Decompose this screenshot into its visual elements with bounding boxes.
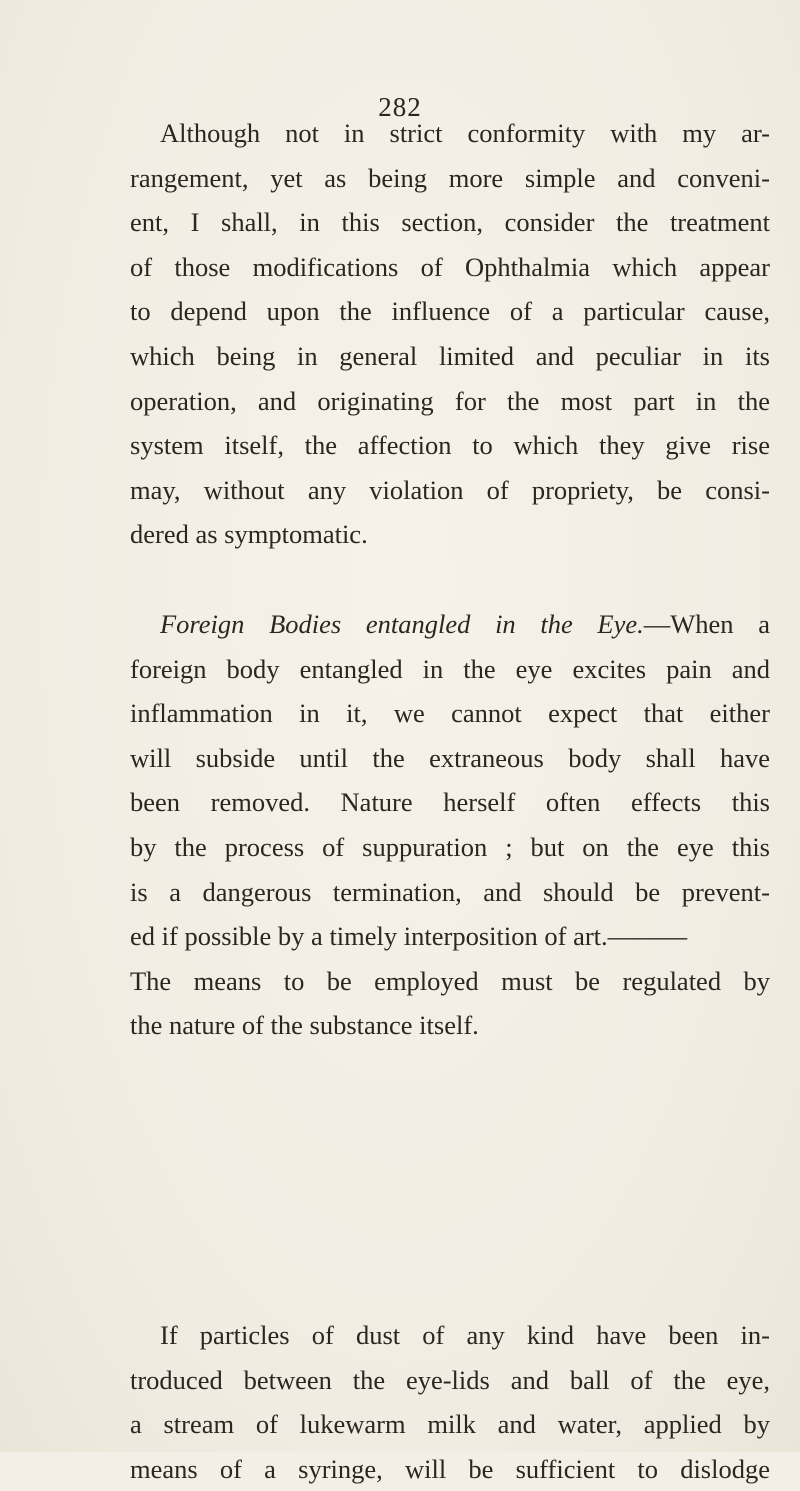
text-line: inflammation in it, we cannot expect that either (130, 698, 770, 729)
text-line: ed if possible by a timely interposition of art.——— (130, 921, 688, 952)
text-line: a stream of lukewarm milk and water, applied by (130, 1409, 770, 1440)
text-line: ent, I shall, in this section, consider the treatment (130, 207, 770, 238)
text-line: means of a syringe, will be sufficient to dislodge (130, 1453, 770, 1484)
text-line: If particles of dust of any kind have been in- (160, 1320, 770, 1350)
text-line: will subside until the extraneous body shall have (130, 742, 770, 773)
text-line: foreign body entangled in the eye excites pain and (130, 653, 770, 684)
text-line: rangement, yet as being more simple and conveni- (130, 162, 770, 193)
heading-continuation: —When a (643, 609, 770, 639)
text-line: dered as symptomatic. (130, 519, 368, 550)
text-line: system itself, the affection to which they give rise (130, 430, 770, 461)
text-line: which being in general limited and peculiar in its (130, 340, 770, 371)
text-line: troduced between the eye-lids and ball of the eye, (130, 1364, 770, 1395)
text-line: operation, and originating for the most part in the (130, 385, 770, 416)
text-line: the nature of the substance itself. (130, 1010, 479, 1041)
text-line: Although not in strict conformity with my ar- (160, 118, 770, 148)
page-number: 282 (378, 92, 422, 122)
text-line: is a dangerous termination, and should be prevent- (130, 876, 770, 907)
paragraph-dust-particles (130, 1313, 770, 1491)
text-line: by the process of suppuration ; but on the eye this (130, 831, 770, 862)
text-line: may, without any violation of propriety, be consi- (130, 474, 770, 505)
paragraph-foreign-bodies (130, 602, 770, 1048)
section-heading: Foreign Bodies entangled in the Eye. (160, 609, 644, 639)
section-heading-line (130, 602, 770, 647)
text-line: to depend upon the influence of a particular cause, (130, 296, 770, 327)
text-line: of those modifications of Ophthalmia which appear (130, 251, 770, 282)
text-line: The means to be employed must be regulated by (130, 965, 770, 996)
paragraph-symptomatic-ophthalmia (130, 111, 770, 557)
text-line: been removed. Nature herself often effects this (130, 787, 770, 818)
